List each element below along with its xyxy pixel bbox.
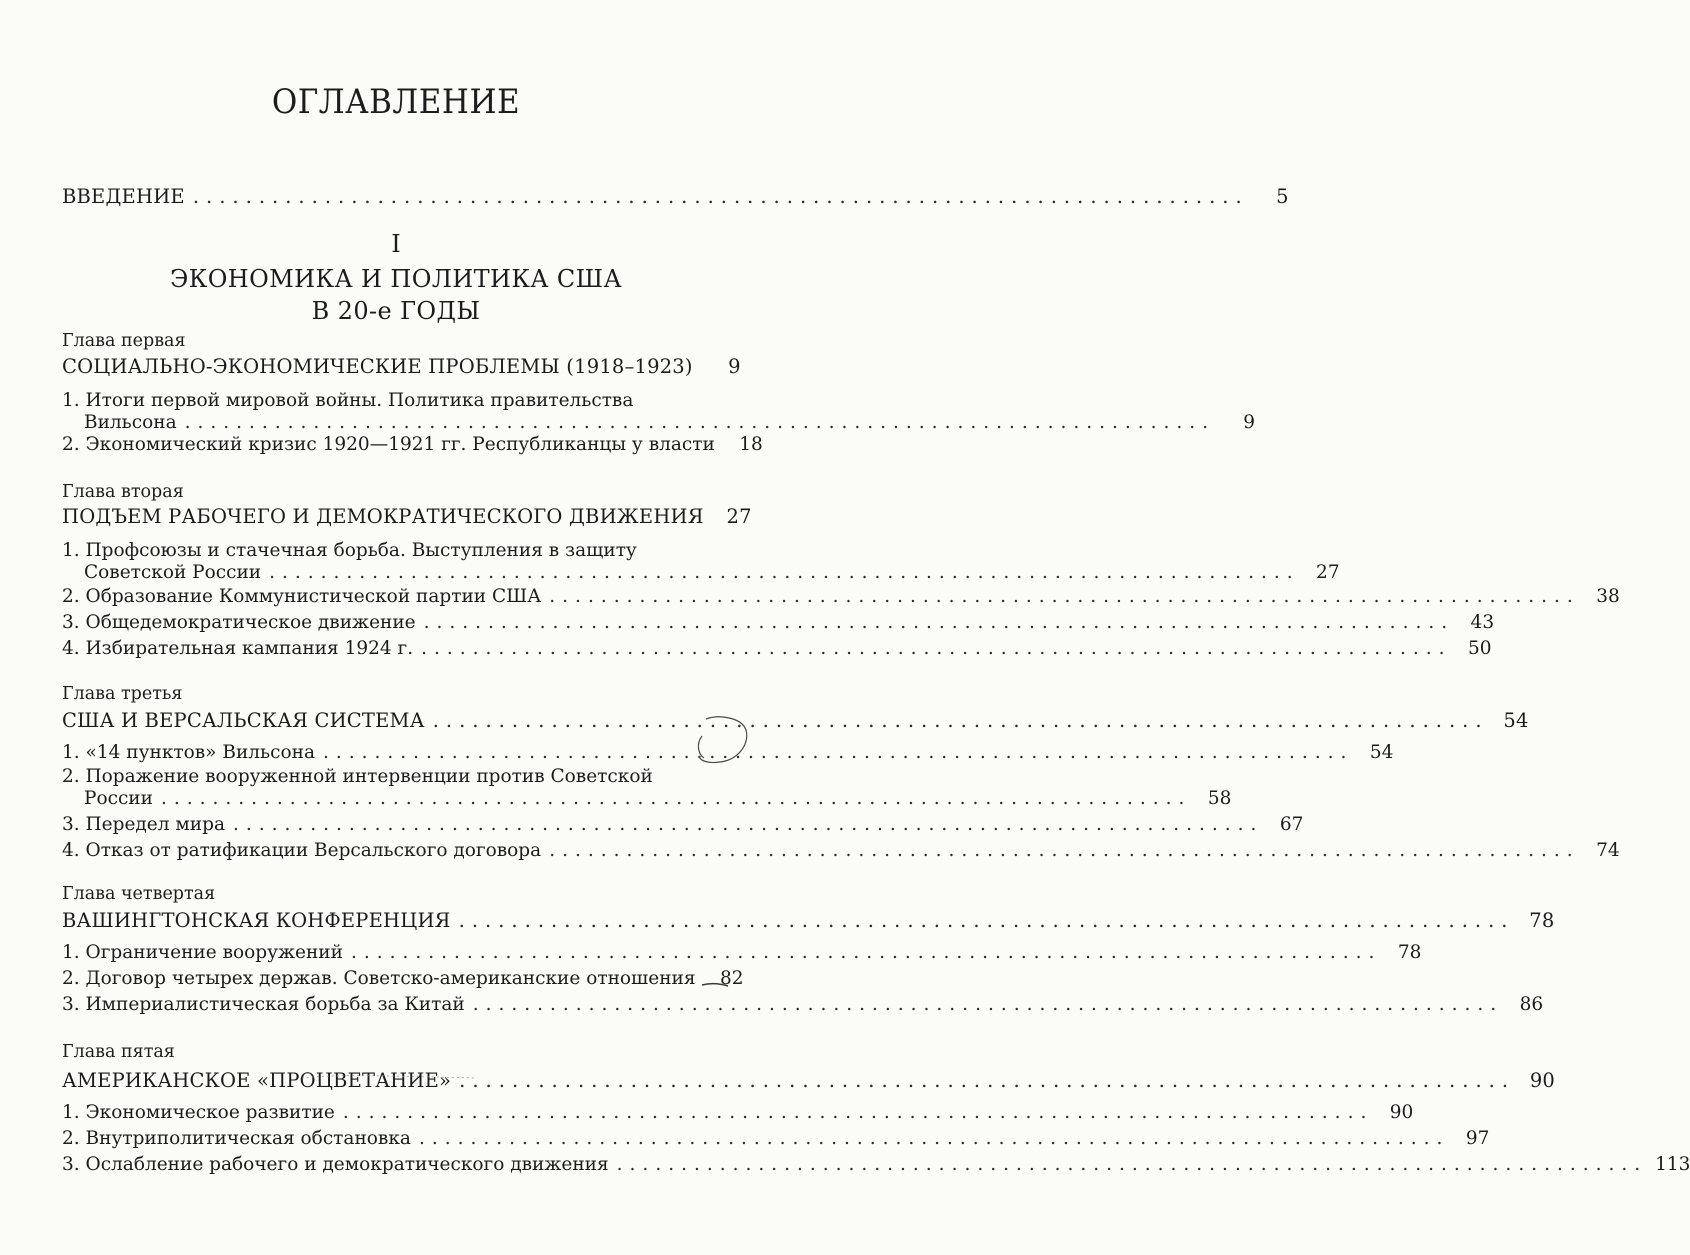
entry-text: СОЦИАЛЬНО-ЭКОНОМИЧЕСКИЕ ПРОБЛЕМЫ (1918–1923) (62, 355, 693, 378)
part-title-line2: В 20-е ГОДЫ (311, 297, 481, 325)
page-number: 58 (1207, 788, 1232, 809)
page-number: 78 (1529, 909, 1555, 932)
leader-dots: ................................................................................ (418, 1128, 1450, 1149)
leader-dots: ................................................................................ (549, 586, 1580, 607)
part-title-line1: ЭКОНОМИКА И ПОЛИТИКА США (169, 265, 623, 293)
section-entry[interactable] (62, 638, 1492, 660)
page-number: 9 (728, 355, 741, 378)
entry-text: 3. Общедемократическое движение (62, 612, 416, 633)
leader-dots: ................................................................................ (192, 185, 1249, 208)
page-number: 90 (1529, 1069, 1556, 1092)
entry-text: 1. «14 пунктов» Вильсона (62, 742, 315, 763)
leader-dots: ................................................................................ (322, 742, 1354, 763)
leader-dots: ................................................................................ (423, 612, 1455, 633)
chapter-label: Глава четвертая (62, 884, 216, 904)
chapter-heading[interactable] (62, 1069, 1556, 1092)
leader-dots: ................................................................................ (232, 814, 1264, 835)
chapter-heading[interactable] (62, 709, 1529, 732)
entry-text: 3. Ослабление рабочего и демократического движения (62, 1154, 609, 1175)
chapter-label: Глава третья (62, 684, 183, 704)
section-entry[interactable] (62, 994, 1544, 1016)
page-number: 38 (1596, 586, 1620, 607)
page-number: 27 (1316, 562, 1340, 583)
entry-text: 2. Договор четырех держав. Советско-американские отношения (62, 968, 696, 989)
entry-text: ВВЕДЕНИЕ (62, 185, 185, 208)
leader-dots: ................................................................................ (549, 840, 1580, 861)
page-number: 113 (1655, 1154, 1690, 1175)
chapter-heading[interactable] (62, 355, 741, 378)
section-entry[interactable] (62, 766, 1232, 810)
page-number: 5 (1276, 185, 1289, 208)
leader-dots: ................................................................................ (160, 788, 1192, 809)
chapter-heading[interactable] (62, 909, 1555, 932)
entry-text: США И ВЕРСАЛЬСКАЯ СИСТЕМА (62, 709, 425, 732)
entry-text: 2. Образование Коммунистической партии США (62, 586, 542, 607)
page-number: 50 (1468, 638, 1492, 659)
page-number: 86 (1519, 994, 1544, 1015)
section-entry[interactable] (62, 742, 1394, 764)
entry-text: АМЕРИКАНСКОЕ «ПРОЦВЕТАНИЕ» (62, 1069, 452, 1092)
page-number: 78 (1397, 942, 1422, 963)
section-entry[interactable] (62, 586, 1620, 608)
section-entry[interactable] (62, 1128, 1490, 1150)
entry-text-continued: Советской России (84, 562, 262, 583)
page-number: 54 (1503, 709, 1529, 732)
page-title: ОГЛАВЛЕНИЕ (271, 82, 521, 122)
page-number: 9 (1243, 412, 1256, 433)
entry-text: 2. Поражение вооруженной интервенции против Советской (62, 766, 653, 787)
page-number: 67 (1279, 814, 1304, 835)
page-number: 54 (1369, 742, 1394, 763)
page-number: 43 (1470, 612, 1495, 633)
section-entry[interactable] (62, 434, 763, 456)
section-entry[interactable] (62, 540, 1340, 584)
entry-text: ВАШИНГТОНСКАЯ КОНФЕРЕНЦИЯ (62, 909, 451, 932)
leader-dots: ................................................................................ (184, 412, 1216, 433)
section-entry[interactable] (62, 942, 1422, 964)
entry-text: 3. Империалистическая борьба за Китай (62, 994, 465, 1015)
entry-text: 3. Передел мира (62, 814, 225, 835)
leader-dots: ................................................................................ (350, 942, 1382, 963)
entry-text: 1. Ограничение вооружений (62, 942, 343, 963)
leader-dots: ................................................................................ (342, 1102, 1374, 1123)
leader-dots: ................................................................................ (432, 709, 1489, 732)
leader-dots: ................................................................................ (421, 638, 1452, 659)
section-entry[interactable] (62, 814, 1304, 836)
chapter-label: Глава пятая (62, 1042, 175, 1062)
page-number: 27 (726, 505, 752, 528)
section-entry[interactable] (62, 1154, 1690, 1176)
entry-text: 1. Экономическое развитие (62, 1102, 335, 1123)
section-entry[interactable] (62, 1102, 1414, 1124)
page-number: 90 (1389, 1102, 1414, 1123)
entry-text: 1. Профсоюзы и стачечная борьба. Выступления в защиту (62, 540, 637, 561)
entry-text: 2. Экономический кризис 1920—1921 гг. Республиканцы у власти (62, 434, 715, 455)
leader-dots: ................................................................................ (616, 1154, 1648, 1175)
entry-text-continued: России (84, 788, 153, 809)
section-entry[interactable] (62, 612, 1495, 634)
section-entry[interactable] (62, 968, 744, 990)
chapter-label: Глава первая (62, 331, 186, 351)
toc-entry-intro[interactable] (62, 185, 1289, 208)
entry-text: 2. Внутриполитическая обстановка (62, 1128, 411, 1149)
leader-dots: ................................................................................ (472, 994, 1504, 1015)
page-number: 97 (1465, 1128, 1490, 1149)
entry-text: 4. Избирательная кампания 1924 г. (62, 638, 414, 659)
chapter-label: Глава вторая (62, 482, 184, 502)
part-number: I (391, 230, 401, 258)
page-number: 18 (739, 434, 763, 455)
leader-dots: ................................................................................ (269, 562, 1300, 583)
chapter-heading[interactable] (62, 505, 752, 528)
page-number: 74 (1596, 840, 1620, 861)
entry-text-continued: Вильсона (84, 412, 177, 433)
entry-text: 1. Итоги первой мировой войны. Политика правительства (62, 390, 634, 411)
leader-dots: ................................................................................ (458, 909, 1515, 932)
entry-text: ПОДЪЕМ РАБОЧЕГО И ДЕМОКРАТИЧЕСКОГО ДВИЖЕНИЯ (62, 505, 704, 528)
leader-dots: ................................................................................ (459, 1069, 1516, 1092)
entry-text: 4. Отказ от ратификации Версальского договора (62, 840, 542, 861)
section-entry[interactable] (62, 840, 1620, 862)
section-entry[interactable] (62, 390, 1256, 434)
page-number: 82 (720, 968, 744, 989)
